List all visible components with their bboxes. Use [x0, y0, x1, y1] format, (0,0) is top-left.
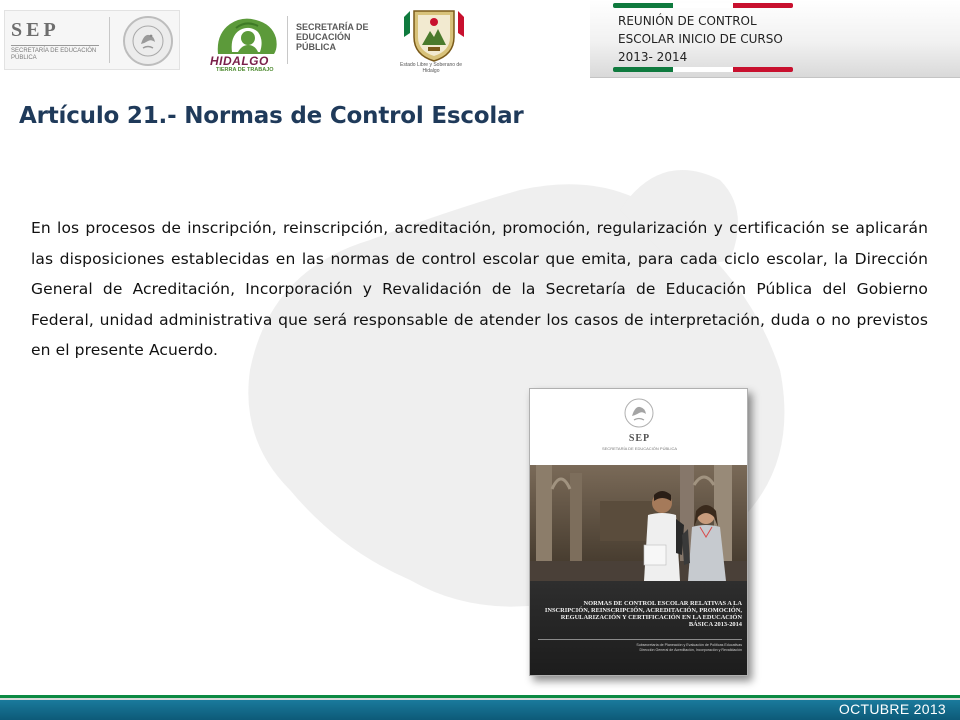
- mexico-seal-icon: [123, 16, 173, 66]
- flag-red-stripe: [733, 67, 793, 72]
- flag-red-stripe: [733, 3, 793, 8]
- tricolor-rule-bottom: [613, 67, 793, 72]
- hidalgo-divider: [287, 16, 288, 64]
- logos-panel: [0, 0, 590, 78]
- secretaria-educacion-label: SECRETARÍA DE EDUCACIÓN PÚBLICA: [296, 22, 369, 52]
- sep-logo-divider: [109, 17, 110, 63]
- book-sep-label: SEP: [628, 433, 651, 444]
- flag-green-stripe: [613, 67, 673, 72]
- hidalgo-logo-name: HIDALGO: [210, 54, 269, 68]
- sep-logo-acronym: SEP: [11, 19, 60, 41]
- book-title: NORMAS DE CONTROL ESCOLAR RELATIVAS A LA INSCRIPCIÓN, REINSCRIPCIÓN, ACREDITACIÓN, PROMOCIÓN, REGULARIZACIÓN Y CERTIFICACIÓN EN LA EDUCACIÓN BÁSICA 2013-2014: [544, 600, 742, 628]
- footer-date: OCTUBRE 2013: [838, 701, 946, 717]
- book-title-band: [530, 581, 748, 676]
- book-credit: [538, 643, 742, 652]
- header-bar: [0, 0, 960, 78]
- flag-green-stripe: [613, 3, 673, 8]
- sep-logo: [4, 10, 180, 70]
- sep-logo-rule: [11, 45, 99, 46]
- hidalgo-logo-tagline: TIERRA DE TRABAJO: [216, 67, 274, 73]
- book-mexico-seal-icon: [623, 397, 655, 433]
- flag-white-stripe: [673, 3, 733, 8]
- book-credit-line-1: Subsecretaría de Planeación y Evaluación de Políticas Educativas: [636, 643, 742, 647]
- article-paragraph: En los procesos de inscripción, reinscripción, acreditación, promoción, regularización y certificación se aplicarán las disposiciones establecidas en las normas de control escolar que emita, para cada ciclo escolar, la Dirección General de Acreditación, Incorporación y Revalidación de la Secretaría de Educación Pública del Gobierno Federal, unidad administrativa que será responsable de atender los casos de interpretación, duda o no previstos en el presente Acuerdo.: [31, 219, 928, 359]
- book-cover-image: [529, 388, 748, 676]
- estado-libre-label: Estado Libre y Soberano de Hidalgo: [400, 62, 462, 74]
- flag-white-stripe: [673, 67, 733, 72]
- footer-bar: [0, 700, 960, 720]
- book-title-rule: [538, 639, 742, 640]
- slide-title: Artículo 21.- Normas de Control Escolar: [19, 103, 524, 129]
- sep-logo-subtitle: SECRETARÍA DE EDUCACIÓN PÚBLICA: [11, 48, 97, 61]
- book-credit-line-2: Dirección General de Acreditación, Incorporación y Revalidación: [639, 647, 742, 652]
- book-sep-subtitle: SECRETARÍA DE EDUCACIÓN PÚBLICA: [601, 446, 678, 451]
- book-cover-photo: [530, 465, 748, 581]
- hidalgo-shield-icon: [400, 7, 468, 67]
- meeting-label: REUNIÓN DE CONTROL ESCOLAR INICIO DE CURSO 2013- 2014: [618, 14, 783, 64]
- tricolor-rule-top: [613, 3, 793, 8]
